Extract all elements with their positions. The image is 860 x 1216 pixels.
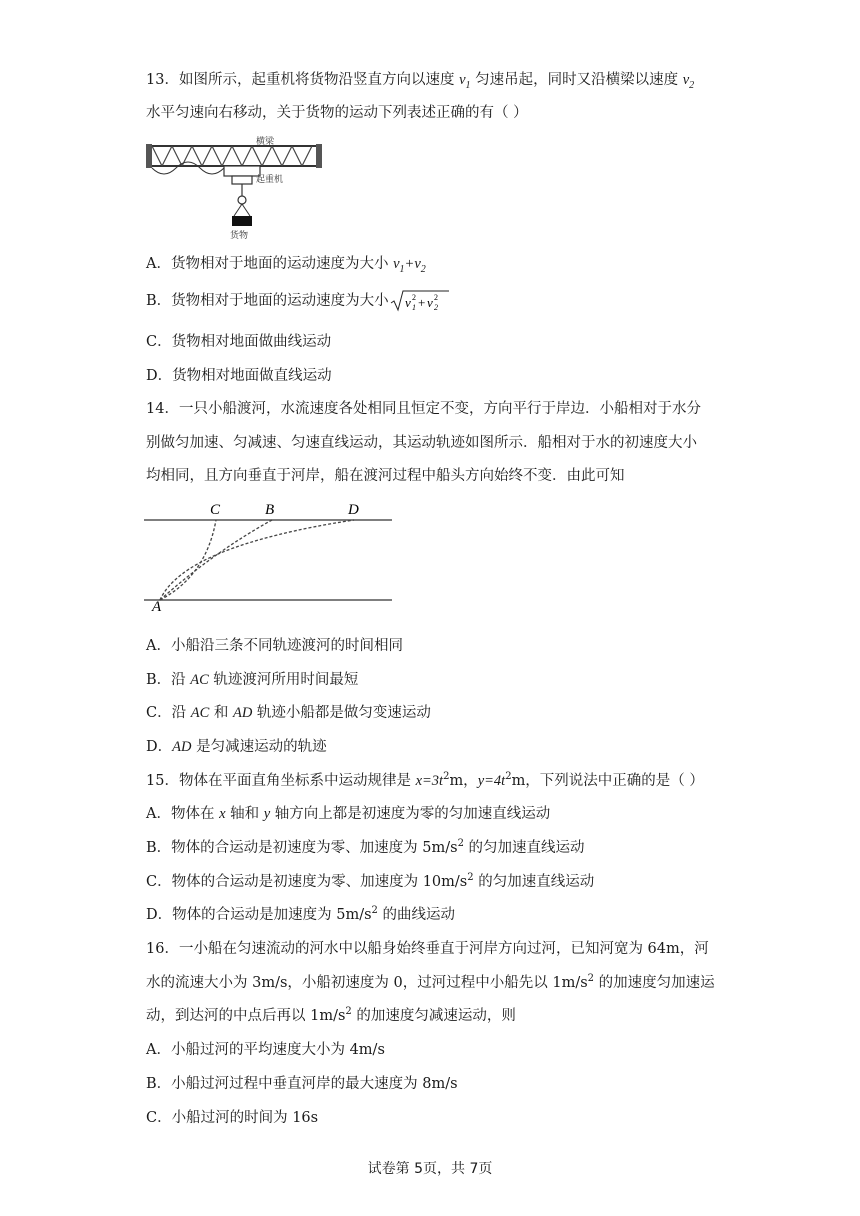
q14-option-b: B．沿 AC 轨迹渡河所用时间最短 <box>146 672 359 688</box>
q13-option-d: D．货物相对地面做直线运动 <box>146 368 332 384</box>
crane-label: 起重机 <box>256 174 284 184</box>
q14-option-c: C．沿 AC 和 AD 轨迹小船都是做匀变速运动 <box>146 705 431 721</box>
q16-option-c: C．小船过河的时间为 16s <box>146 1110 319 1126</box>
q15-option-a: A．物体在 x 轴和 y 轴方向上都是初速度为零的匀加速直线运动 <box>146 806 551 822</box>
svg-text:1: 1 <box>411 303 416 312</box>
q16-line-2: 水的流速大小为 3m/s，小船初速度为 0，过河过程中小船先以 $1m/s^2$ 的加速度匀加速运 <box>146 973 715 991</box>
page-footer: 试卷第 5页，共 7页 <box>367 1161 493 1177</box>
q15-option-b: B．物体的合运动是初速度为零、加速度为 $5m/s^2$ 的匀加速直线运动 <box>146 838 585 856</box>
q15-line-1: 15．物体在平面直角坐标系中运动规律是 $x=3t^2m$，$y=4t^2m$，下列说法中正确的是（ ） <box>146 771 704 789</box>
point-c-label: C <box>210 502 221 518</box>
q14-line-3: 均相同，且方向垂直于河岸，船在渡河过程中船头方向始终不变．由此可知 <box>146 468 625 484</box>
svg-text:+: + <box>417 295 425 310</box>
svg-text:v: v <box>426 295 433 310</box>
q16-option-b: B．小船过河过程中垂直河岸的最大速度为 8m/s <box>146 1076 458 1092</box>
point-a-label: A <box>152 599 162 612</box>
trajectory-ac <box>160 520 216 600</box>
point-b-label: B <box>265 502 275 518</box>
q14-option-d: D．AD 是匀减速运动的轨迹 <box>146 739 327 755</box>
river-figure <box>144 496 396 612</box>
svg-text:v: v <box>404 295 411 310</box>
cargo-label: 货物 <box>230 230 249 240</box>
q16-option-a: A．小船过河的平均速度大小为 4m/s <box>146 1042 385 1058</box>
q15-option-d: D．物体的合运动是加速度为 $5m/s^2$ 的曲线运动 <box>146 905 456 923</box>
trajectory-ab <box>160 520 272 600</box>
trajectory-ad <box>160 520 354 600</box>
q13-line-2: 水平匀速向右移动，关于货物的运动下列表述正确的有（ ） <box>146 105 528 121</box>
crane-figure <box>144 136 326 244</box>
q13-option-c: C．货物相对地面做曲线运动 <box>146 334 332 350</box>
svg-text:2: 2 <box>433 303 438 312</box>
q16-line-3: 动，到达河的中点后再以 $1m/s^2$ 的加速度匀减速运动，则 <box>146 1006 516 1024</box>
q16-line-1: 16．一小船在匀速流动的河水中以船身始终垂直于河岸方向过河，已知河宽为 64m，河 <box>146 941 709 957</box>
q13-option-a: A．货物相对于地面的运动速度为大小 $v_1+v_2$ <box>146 256 426 275</box>
svg-text:2: 2 <box>433 293 438 302</box>
q15-option-c: C．物体的合运动是初速度为零、加速度为 $10m/s^2$ 的匀加速直线运动 <box>146 872 595 890</box>
q14-line-1: 14．一只小船渡河，水流速度各处相同且恒定不变，方向平行于岸边．小船相对于水分 <box>146 401 701 417</box>
svg-text:2: 2 <box>411 293 416 302</box>
q14-line-2: 别做匀加速、匀减速、匀速直线运动，其运动轨迹如图所示．船相对于水的初速度大小 <box>146 435 697 451</box>
q13-option-b: B．货物相对于地面的运动速度为大小 v 1 2 + v 2 2 <box>146 288 451 314</box>
sqrt-expression <box>389 288 451 314</box>
beam-label: 横梁 <box>256 136 275 146</box>
q13-line-1: 13．如图所示，起重机将货物沿竖直方向以速度 $v_1$ 匀速吊起，同时又沿横梁以速度 $v_2$ <box>146 72 695 91</box>
q14-option-a: A．小船沿三条不同轨迹渡河的时间相同 <box>146 638 403 654</box>
point-d-label: D <box>348 502 359 518</box>
